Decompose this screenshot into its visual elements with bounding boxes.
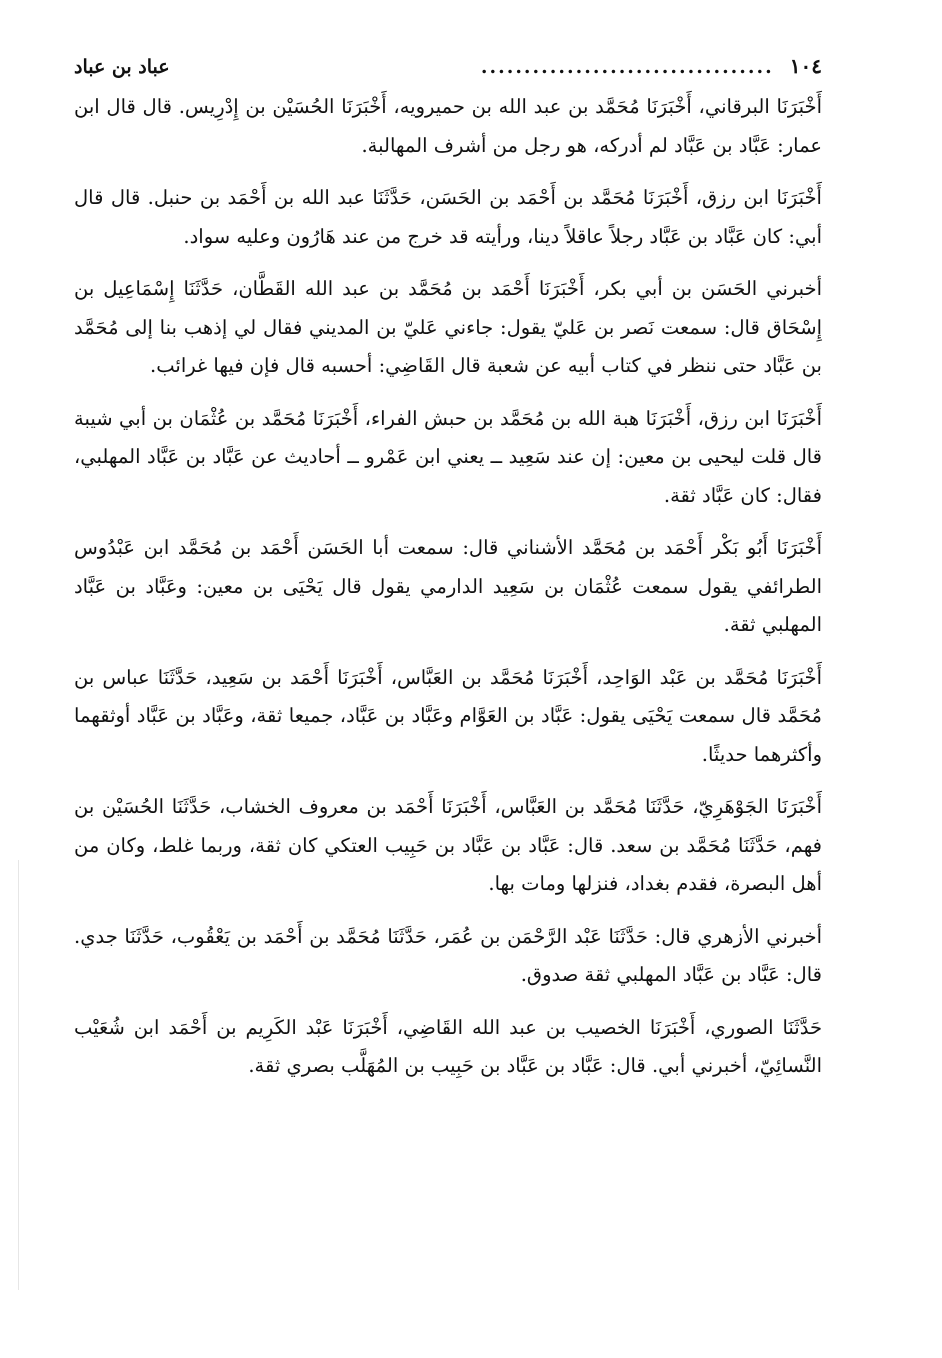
text-line: أحسبه قال فإن فيها غرائب. xyxy=(150,354,373,377)
text-line: ابن شُعَيْب النَّسائِيّ، أخبرني أبي. قال: عَبَّاد بن عَبَّاد بن حَبِيب بن المُهَلَّب بصري xyxy=(74,1015,822,1077)
running-title: عباد بن عباد xyxy=(74,56,170,78)
book-page xyxy=(74,54,822,1100)
text-body xyxy=(74,88,822,1086)
text-line: ابن عَبْدُوس الطرائفي يقول سمعت عُثْمَان بن سَعِيد الدارمي يقول قال يَحْيَى بن xyxy=(74,536,822,598)
paragraph xyxy=(74,529,822,645)
text-line: أخبرني الأزهري قال: حَدَّثَنَا عَبْد الرَّحْمَن بن عُمَر، حَدَّثَنَا مُحَمَّد بن أَحْمَد بن xyxy=(236,924,822,948)
text-line: معين: وعَبَّاد بن عَبَّاد المهلبي ثقة. xyxy=(74,574,822,636)
text-line: حَدَّثَنَا الصوري، أَخْبَرَنَا الخصيب بن عبد الله القَاضِي، أَخْبَرَنَا عَبْد الكَرِيم بن أَحْمَد xyxy=(168,1015,823,1039)
paragraph xyxy=(74,179,822,256)
text-line: أَخْبَرَنَا الجَوْهَرِيّ، حَدَّثَنَا مُحَمَّد بن العَبَّاس، أَخْبَرَنَا أَحْمَد بن معروف الخشاب، xyxy=(218,795,822,818)
text-line: حَدَّثَنَا عباس بن مُحَمَّد قال سمعت يَحْيَى يقول: عَبَّاد بن العَوَّام وعَبَّاد بن عَبَّاد، جميعا xyxy=(74,665,822,727)
margin-rule xyxy=(18,860,19,1290)
paragraph xyxy=(74,659,822,775)
text-line: ثقة. xyxy=(248,1054,281,1077)
leader-dots: .................................. xyxy=(480,56,774,78)
text-line: عُثْمَان بن أبي شيبة قال قلت ليحيى بن معين: إن عند سَعِيد ــ يعني ابن عَمْرو ــ xyxy=(74,406,822,468)
paragraph xyxy=(74,88,822,165)
text-line: إِسْمَاعِيل بن إِسْحَاق قال: سمعت نَصر بن عَليّ يقول: جاءني عَليّ بن المديني فقال xyxy=(74,277,822,339)
running-head xyxy=(74,54,822,88)
page-number: ١٠٤ xyxy=(789,54,822,78)
text-line: يَعْقُوب، حَدَّثَنَا جدي. قال: عَبَّاد بن عَبَّاد المهلبي ثقة صدوق. xyxy=(74,924,822,986)
paragraph xyxy=(74,270,822,386)
text-line: هَارُون وعليه سواد. xyxy=(183,224,336,248)
paragraph xyxy=(74,400,822,516)
text-line: حنبل. قال قال أبي: كان عَبَّاد بن عَبَّاد رجلاً عاقلاً دينا، ورأيته قد خرج من عند xyxy=(74,186,822,248)
text-line: أَخْبَرَنَا البرقاني، أَخْبَرَنَا مُحَمَّد بن عبد الله بن حميرويه، أَخْبَرَنَا الحُسَيْن بن إِدْرِيس. xyxy=(178,95,822,118)
text-line: أَخْبَرَنَا ابن رزق، أَخْبَرَنَا هبة الله بن مُحَمَّد بن حبش الفراء، أَخْبَرَنَا مُحَمَّد بن xyxy=(234,406,822,430)
text-line: أَخْبَرَنَا مُحَمَّد بن عَبْد الوَاحِد، أَخْبَرَنَا مُحَمَّد بن العَبَّاس، أَخْبَرَنَا أَحْمَد بن سَعِيد، xyxy=(205,665,822,689)
paragraph xyxy=(74,788,822,904)
text-line: حَدَّثَنَا الحُسَيْن بن فهم، حَدَّثَنَا مُحَمَّد بن سعد. قال: عَبَّاد بن عَبَّاد بن حَبِيب العتكي xyxy=(74,795,822,857)
text-line: كان ثقة، وربما غلط، وكان من أهل البصرة، فقدم بغداد، فنزلها ومات بها. xyxy=(74,833,822,895)
text-line: قال قال ابن عمار: عَبَّاد بن عَبَّاد لم أدركه، هو رجل من أشرف المهالبة. xyxy=(74,95,822,157)
text-line: أحاديث عن عَبَّاد بن عَبَّاد المهلبي، فقال: كان عَبَّاد ثقة. xyxy=(74,445,822,507)
paragraph xyxy=(74,1009,822,1086)
paragraph xyxy=(74,918,822,995)
text-line: أَخْبَرَنَا أَبُو بَكْر أَحْمَد بن مُحَمَّد الأشناني قال: سمعت أبا الحَسَن أَحْمَد بن مُحَمَّد xyxy=(177,536,822,559)
text-line: أَخْبَرَنَا ابن رزق، أَخْبَرَنَا مُحَمَّد بن أَحْمَد بن الحَسَن، حَدَّثَنَا عبد الله بن أَحْمَد بن xyxy=(199,186,822,209)
text-line: أخبرني الحَسَن بن أبي بكر، أَخْبَرَنَا أَحْمَد بن مُحَمَّد بن عبد الله القَطَّان، حَدَّثَنَا xyxy=(183,277,822,300)
text-line: ثقة، وعَبَّاد بن عَبَّاد أوثقهما وأكثرهما حديثًا. xyxy=(74,704,822,766)
text-line: لي إذهب بنا إلى مُحَمَّد بن عَبَّاد حتى ننظر في كتاب أبيه عن شعبة قال القَاضِي: xyxy=(74,315,822,377)
